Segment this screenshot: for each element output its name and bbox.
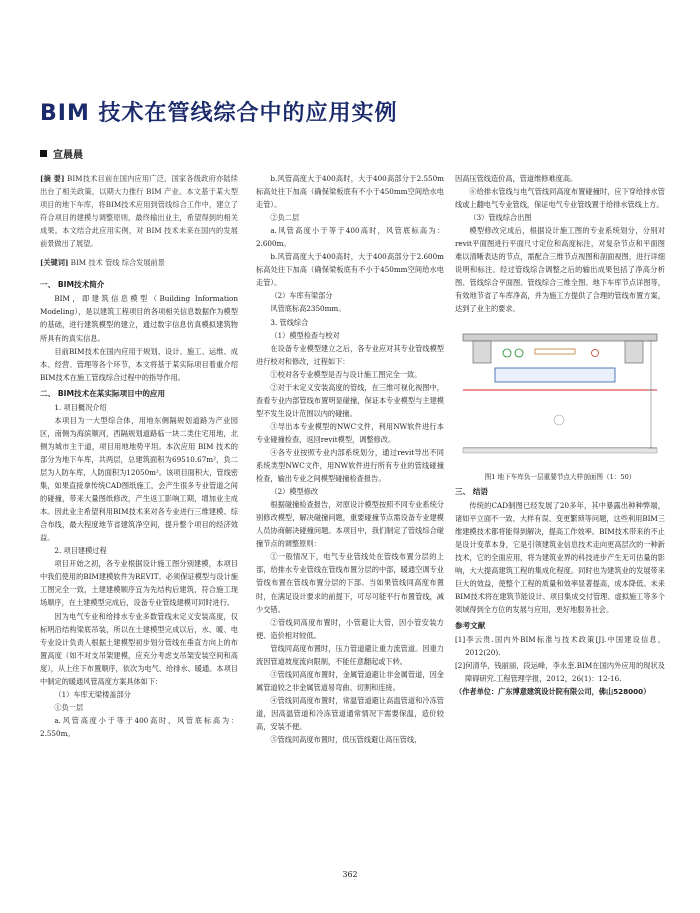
references-heading: 参考文献 bbox=[455, 620, 486, 630]
section-figure bbox=[455, 320, 665, 470]
list-item: （2）模型修改 bbox=[270, 487, 319, 497]
paragraph: ⑤管线同高度布置时，低压管线避让高压管线， bbox=[270, 735, 422, 745]
abstract bbox=[40, 172, 238, 250]
paragraph: ③导出本专业模型的NWC文件，利用NW软件进行本专业碰撞检查，返回revit模型，调整修改。 bbox=[256, 421, 444, 444]
references bbox=[455, 633, 665, 685]
author-name: 宣晨晨 bbox=[53, 150, 83, 161]
section-drawing bbox=[455, 320, 665, 470]
paragraph: a.风管高度小于等于400高时，风管底标高为：2.550m。 bbox=[40, 715, 238, 738]
page-title: BIM 技术在管线综合中的应用实例 bbox=[40, 101, 398, 126]
section-heading-2: 二、 BIM技术在某实际项目中的应用 bbox=[40, 388, 166, 398]
paragraph: 传统的CAD制图已经发展了20多年，其中暴露出种种弊端，诸如平立面不一致、大样有误、变更繁琐等问题，这些利用BIM三维建模技术都将能得到解决，提高工作效率。BIM技术带来的不止是设计变革本身，它是引领建筑业信息技术走向更高层次的一种新技术，它的全面应用，将为建筑业界的科技进步产生无可估量的影响，大大提高建筑工程的集成化程度。同时也为建筑业的发展带来巨大的效益，使整个工程的质量和效率显著提高，成本降低。未来BIM技术将在建筑节能设计、项目集成交付管理、虚拟施工等多个领域得到全方位的发展与应用，更好地服务社会。 bbox=[455, 500, 665, 614]
paragraph: 项目开始之初，各专业根据设计施工图分别建模，本项目中我们使用的BIM建模软件为REVIT。必须保证模型与设计施工图完全一致，土建建模顺序宜为先结构后建筑，符合施工现场顺序，在土建模型完成后，设备专业管线建模可同时进行。 bbox=[40, 559, 238, 608]
subheading: （3）管线综合出图 bbox=[469, 213, 532, 223]
column-3 bbox=[455, 172, 665, 698]
paragraph: 风管底标高2350mm。 bbox=[270, 304, 346, 314]
column-2 bbox=[256, 172, 444, 746]
paragraph: ③管线同高度布置时，金属管道避让非金属管道，因金属管道较之非金属管道易弯曲、切割和连接。 bbox=[256, 669, 444, 692]
paragraph: 模型修改完成后，根据设计施工图的专业系统划分，分别对revit平面图进行平面尺寸定位和高度标注，对复杂节点和平面图难以清晰表达的节点，需配合三维节点视图和剖面视图，进行详细说明和标注。经过管线综合调整之后的输出成果包括了净高分析图、管线综合平面图、管线综合三维全图、地下车库节点详图等，有效地节省了车库净高，并为施工方提供了合理的管线布置方案，达到了业主的要求。 bbox=[455, 226, 665, 314]
paragraph: b.风管高度大于400高时，大于400高部分于2.600m标高处往下加高（确保梁板底有不小于450mm空间给水电走管）。 bbox=[256, 252, 444, 288]
list-item: （1）车库无梁楼盖部分 bbox=[54, 689, 131, 699]
paragraph: ①校对各专业模型是否与设计施工图完全一致。 bbox=[270, 369, 422, 379]
figure-caption: 图1 地下车库负一层重要节点大样剖面图（1：50） bbox=[484, 472, 636, 481]
reference-item: [1]李云贵.国内外BIM标准与技术政策[J].中国建设信息，2012(20). bbox=[455, 635, 665, 658]
section-heading-1: 一、 BIM技术简介 bbox=[40, 280, 105, 290]
subheading: 3. 管线综合 bbox=[270, 317, 309, 327]
author-unit: （作者单位：广东博意建筑设计院有限公司，佛山528000） bbox=[455, 687, 651, 697]
section-heading-3: 三、 结语 bbox=[455, 486, 489, 496]
paragraph: ④各专业按照专业内部系统划分，通过revit导出不同系统类型NWC文件，用NW软件进行所有专业的管线碰撞检查，输出专业之间模型碰撞检查报告。 bbox=[256, 447, 444, 484]
column-1 bbox=[40, 172, 238, 740]
keywords bbox=[40, 256, 238, 269]
paragraph: ④管线同高度布置时，常温管道避让高温管道和冷冻管道，因高温管道和冷冻管道通常情况下需要保温，造价较高，安装不便。 bbox=[256, 695, 444, 731]
list-item: （2）车库有梁部分 bbox=[270, 291, 333, 301]
abstract-label: [摘 要] bbox=[40, 174, 65, 183]
subheading: 1. 项目概况介绍 bbox=[54, 402, 107, 412]
paragraph: 因为电气专业和给排水专业多数管线未定义安装高度，仅标明沿结构梁底吊装，所以在土建模型完成以后，水、暖、电专业设计负责人根据土建模型初步划分管线在垂直方向上的布置高度（如不对支吊架建模，应充分考虑支吊架安装空间和高度），从上往下布置顺序，依次为电气、给排水、暖通。本项目中制定的暖通风管高度方案具体如下： bbox=[40, 611, 238, 686]
list-item: （1）模型检查与校对 bbox=[270, 330, 340, 340]
keywords-label: [关键词] bbox=[40, 258, 69, 268]
reference-item: [2]何清华，钱丽丽，段运峰，李永奎.BIM在国内外应用的现状及障碍研究.工程管理学报，2012，26(1)：12-16. bbox=[455, 661, 665, 684]
paragraph: b.风管高度大于400高时，大于400高部分于2.550m标高处往下加高（确保梁板底有不小于450mm空间给水电走管）。 bbox=[256, 174, 444, 210]
paragraph: a.风管高度小于等于400高时，风管底标高为：2.600m。 bbox=[256, 226, 444, 249]
list-item: ②负二层 bbox=[270, 213, 300, 223]
paragraph: 目前BIM技术在国内应用于规划、设计、施工、运维、成本、经营、管理等各个环节，本文将基于某实际项目着重介绍BIM技术在施工管线综合过程中的指导作用。 bbox=[40, 346, 238, 382]
paragraph: ①一般情况下，电气专业管线处在管线布置分层的上部，给排水专业管线在管线布置分层的中部，暖通空调专业管线布置在管线布置分层的下部。当如果管线同高度布置时，在满足设计要求的前提下，可尽可能平行布置管线，减少交错。 bbox=[256, 552, 444, 614]
list-item: ①负一层 bbox=[54, 702, 84, 712]
paragraph: 因高压管线造价高，管道维修难度高。 bbox=[455, 174, 578, 183]
paragraph: 本项目为一大型综合体，用地东侧隔规划道路为产业园区，南侧为海滨顺河，西隔规划道路临一块二类住宅用地，北侧为城市主干道，项目用地地势平坦。本次应用 BIM 技术的部分为地下车库，共两层，总建筑面积为69510.67m²，负二层为人防车库，人防面积为12050m²。该项目面积大，管线密集，如果直接拿传统CAD图纸施工，会产生很多专业管道之间的碰撞，带来大量图纸修改，产生返工影响工期，增加业主成本。因此业主希望利用BIM技术来对各专业进行三维建模、综合布线，最大程度地节省建筑净空间，提升整个项目的经济效益。 bbox=[40, 415, 238, 543]
paragraph: 在设备专业模型建立之后，各专业应对其专业管线模型进行校对和修改，过程如下： bbox=[256, 343, 444, 366]
paragraph: 管线同高度布置时，压力管道避让重力流管道。因重力流因管道坡度流向限制，不能任意翻起或下转。 bbox=[256, 643, 444, 666]
bullet-square-icon bbox=[40, 150, 47, 157]
paragraph: ②对于未定义安装高度的管线，在三维可视化视图中，查看专业内部管线布置明显碰撞，保证本专业模型与主建模型不发生设计范围以内的碰撞。 bbox=[256, 382, 444, 418]
page-number: 362 bbox=[342, 870, 358, 879]
subheading: 2. 项目建模过程 bbox=[54, 546, 107, 556]
paragraph: BIM，即建筑信息模型（Building Information Modeling），是以建筑工程项目的各项相关信息数据作为模型的基础，进行建筑模型的建立，通过数字信息仿真模拟建筑物所具有的真实信息。 bbox=[40, 294, 238, 343]
abstract-text: BIM技术目前在国内应用广泛，国家各级政府亦陆续出台了相关政策，以期大力推行 BIM 产业。本文基于某大型项目的地下车库，将BIM技术应用到管线综合工作中，建立了符合项目的建模与调整原则，最终输出业主，希望得到的相关成果。本文结合此应用实例，对 BIM 技术未来在国内的发展前景做出了展望。 bbox=[40, 174, 238, 249]
author-line bbox=[40, 146, 83, 161]
paragraph: 根据碰撞检查报告，对原设计模型按照不同专业系统分别修改模型，解决碰撞问题，重要碰撞节点需设备专业建模人员协商解决碰撞问题。本项目中，我们制定了管线综合碰撞节点的调整原则： bbox=[256, 500, 444, 549]
paragraph: ②管线同高度布置时，小管避让大管，因小管安装方便、造价相对较低。 bbox=[256, 617, 444, 640]
keywords-text: BIM 技术 管线 综合发展前景 bbox=[70, 258, 165, 268]
paragraph: ⑥给排水管线与电气管线同高度布置碰撞时，应下穿给排水管线或上翻电气专业管线，保证电气专业管线置于给排水管线上方。 bbox=[455, 187, 665, 210]
